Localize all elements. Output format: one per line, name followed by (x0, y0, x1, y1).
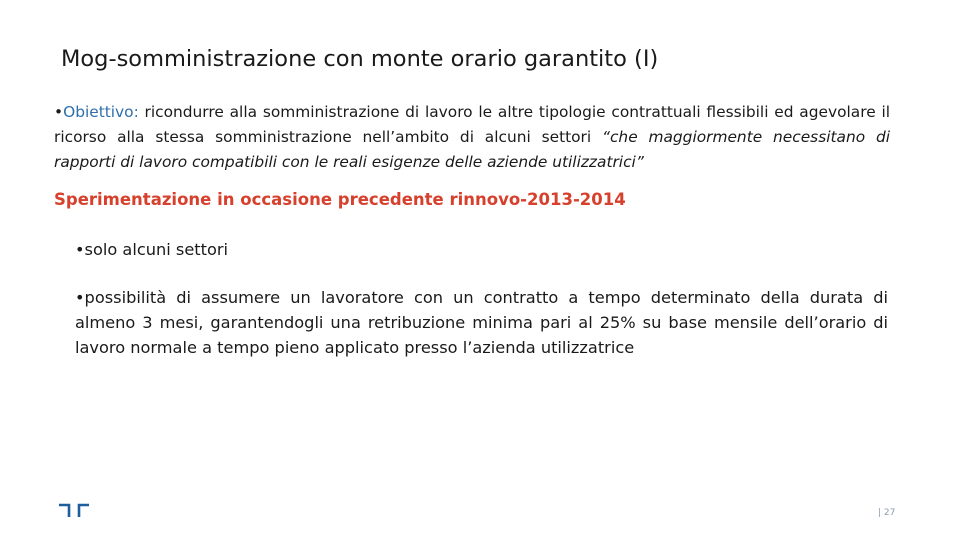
objective-quote: “che maggiormente necessitano di rapporti di lavoro compatibili con le reali esigenze delle aziende utilizzatrici” (54, 128, 891, 171)
objective-paragraph (54, 100, 890, 175)
objective-label: Obiettivo: (63, 103, 139, 121)
brand-logo-icon (58, 502, 90, 518)
objective-text: ricondurre alla somministrazione di lavoro le altre tipologie contrattuali flessibili ed agevolare il ricorso alla stessa somministrazione nell’ambito di alcuni settori (54, 103, 890, 146)
slide-title: Mog-somministrazione con monte orario garantito (I) (61, 46, 659, 72)
section-heading: Sperimentazione in occasione precedente rinnovo-2013-2014 (54, 190, 626, 209)
page-number: | 27 (878, 508, 896, 518)
bullet-item: •possibilità di assumere un lavoratore con un contratto a tempo determinato della durata di almeno 3 mesi, garantendogli una retribuzione minima pari al 25% su base mensile dell’orario di lavoro normale a tempo pieno applicato presso l’azienda utilizzatrice (75, 288, 888, 357)
objective-bullet: • (54, 103, 64, 121)
bullet-item: •solo alcuni settori (75, 240, 229, 259)
